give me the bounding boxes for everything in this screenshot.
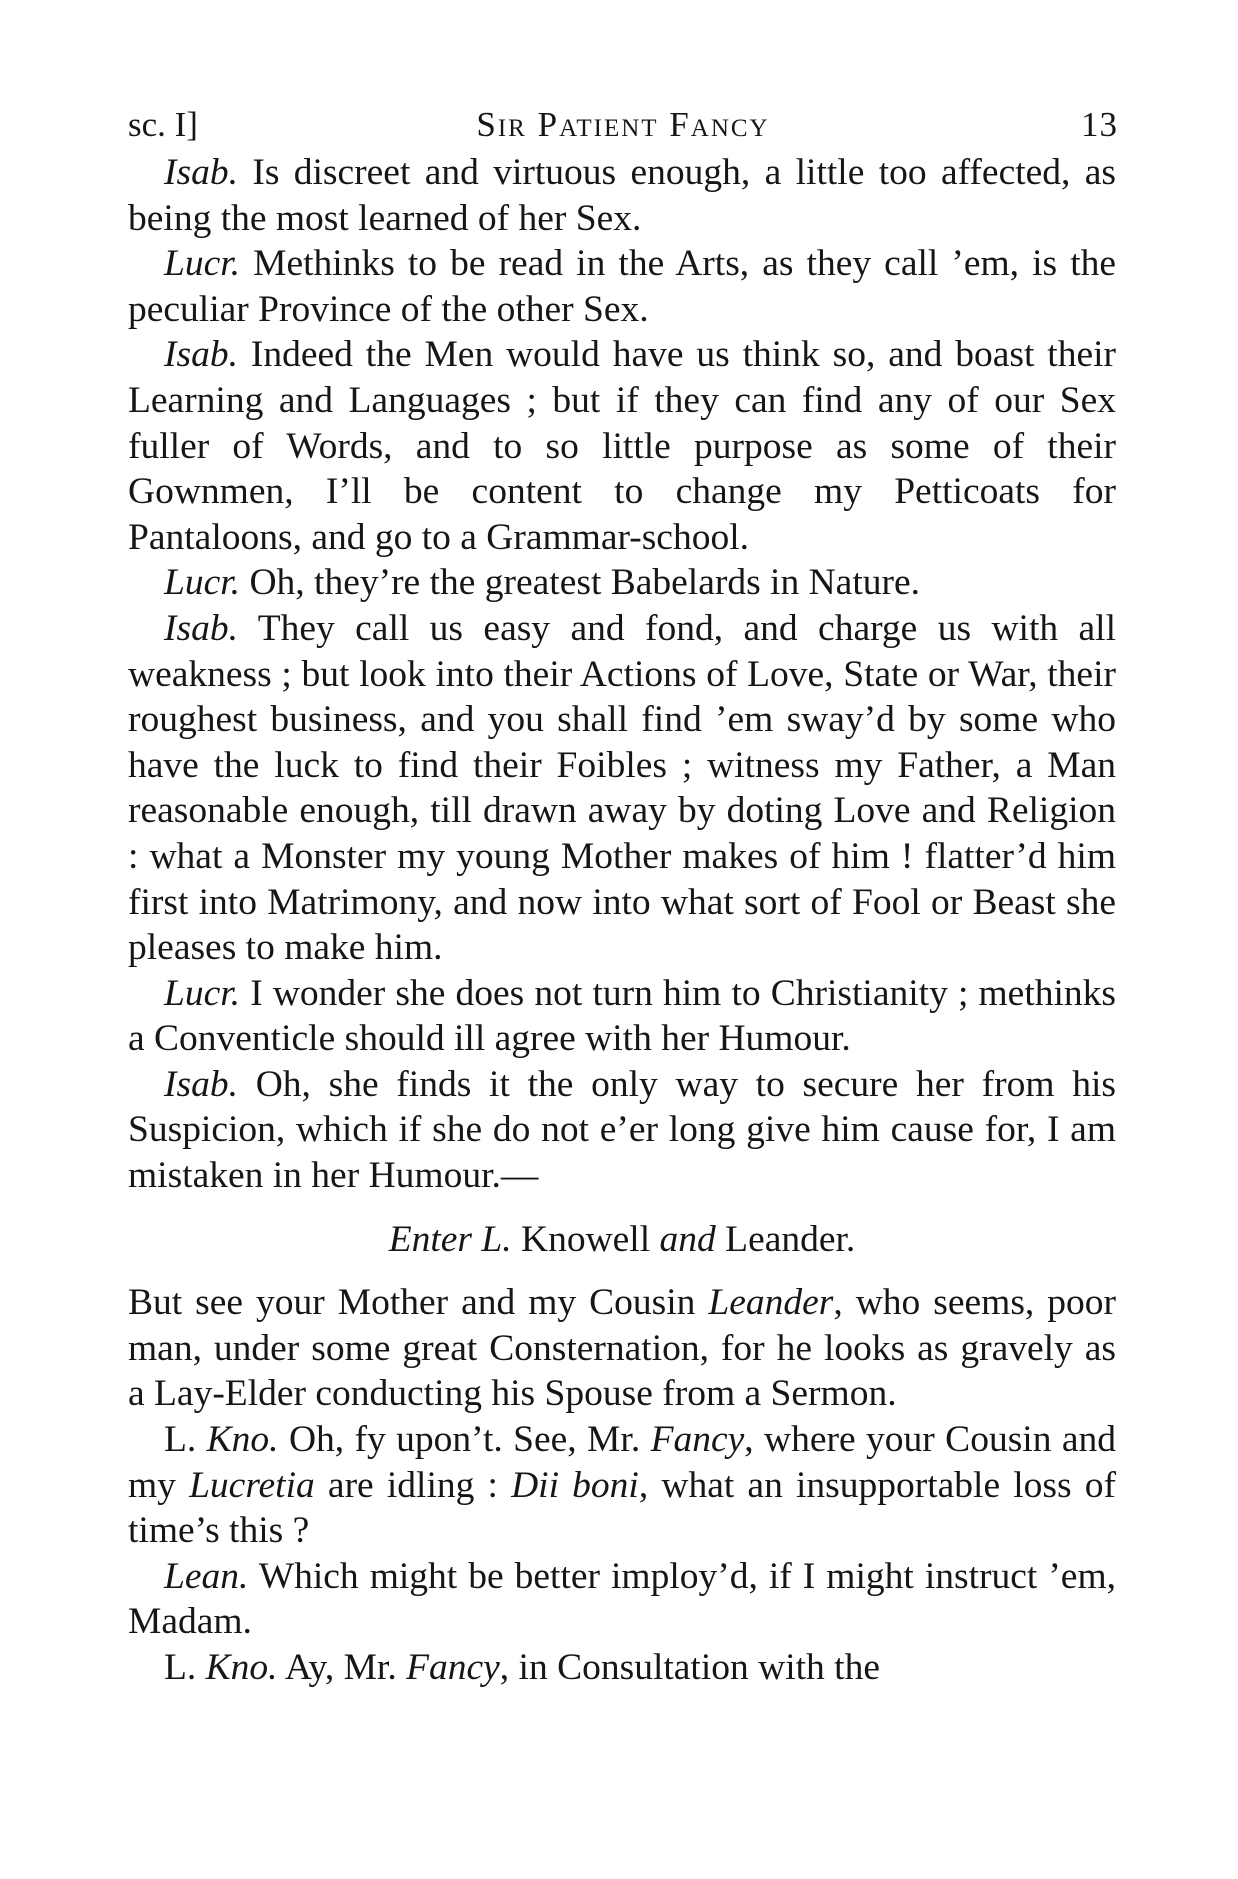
speech-paragraph [128, 971, 1116, 1062]
speech-paragraph [128, 1062, 1116, 1199]
stage-direction [128, 1217, 1116, 1263]
continuation-paragraph [128, 1280, 1116, 1417]
speech-paragraph [128, 150, 1116, 241]
speech-text: Ay, Mr. [277, 1647, 407, 1688]
section-reference: sc. I] [128, 105, 198, 144]
speaker-name: Kno. [205, 1647, 278, 1688]
emphasis-latin: Dii boni [511, 1464, 639, 1506]
speaker-name: Kno. [206, 1419, 279, 1461]
speech-text: , where your Cousin and my [128, 1419, 1116, 1506]
speaker-name: Isab. [164, 607, 238, 649]
speech-paragraph [128, 1554, 1116, 1645]
speech-text: But see your Mother and my Cousin [128, 1282, 709, 1324]
speaker-name: Isab. [164, 334, 238, 376]
emphasis-name: Lucretia [189, 1464, 315, 1506]
speaker-prefix: L. [164, 1647, 206, 1688]
speech-text: , who seems, poor man, under some great Consternation, for he looks as gravely as a Lay-Elder conducting his Spouse from a Sermon. [128, 1282, 1116, 1415]
speech-text: Is discreet and virtuous enough, a little too affected, as being the most learned of her Sex. [128, 152, 1116, 239]
stage-title-l: L. [481, 1218, 512, 1260]
speech-text: are idling : [314, 1464, 512, 1506]
emphasis-name: Fancy [650, 1419, 745, 1461]
speech-text: Indeed the Men would have us think so, and boast their Learning and Languages ; but if they can find any of our Sex fuller of Words, and to so little purpose as some of their Gownmen, I’ll be content to change my Petticoats for Pantaloons, and go to a Grammar-school. [128, 334, 1116, 558]
speech-text: Oh, they’re the greatest Babelards in Nature. [249, 562, 921, 604]
stage-and: and [659, 1218, 716, 1260]
page-number: 13 [1081, 105, 1118, 144]
speech-paragraph [128, 241, 1116, 332]
speaker-name: Lean. [164, 1555, 249, 1597]
speech-text: Oh, fy upon’t. See, Mr. [278, 1419, 651, 1461]
speech-paragraph [128, 332, 1116, 560]
speech-paragraph [128, 606, 1116, 971]
speech-paragraph [128, 560, 1116, 606]
speaker-name: Lucr. [164, 243, 241, 285]
speech-text: Which might be better imploy’d, if I might instruct ’em, Madam. [128, 1555, 1116, 1643]
speaker-name: Isab. [164, 152, 238, 193]
character-knowell: Knowell [521, 1218, 651, 1260]
speech-text: , what an insupportable loss of time’s this ? [128, 1464, 1117, 1552]
emphasis-name: Leander [708, 1282, 834, 1324]
emphasis-name: Fancy [406, 1647, 500, 1688]
speaker-prefix: L. [164, 1419, 207, 1461]
page-body [128, 150, 1116, 1691]
speech-text: Oh, she finds it the only way to secure her from his Suspicion, which if she do not e’er long give him cause for, I am mistaken in her Humour.— [128, 1063, 1116, 1197]
speech-text: , in Consultation with the [499, 1647, 880, 1688]
running-title: Sir Patient Fancy [476, 105, 770, 144]
stage-enter: Enter [388, 1218, 473, 1260]
running-header [128, 100, 1118, 150]
speaker-name: Lucr. [164, 562, 241, 604]
speech-paragraph [128, 1645, 1116, 1691]
speaker-name: Isab. [164, 1063, 238, 1105]
speech-text: They call us easy and fond, and charge us with all weakness ; but look into their Actions of Love, State or War, their roughest business, and you shall find ’em sway’d by some who have the luck to find their Foibles ; witness my Father, a Man reasonable enough, till drawn away by doting Love and Religion : what a Monster my young Mother makes of him ! flatter’d him first into Matrimony, and now into what sort of Fool or Beast she pleases to make him. [128, 607, 1116, 969]
speech-paragraph [128, 1417, 1116, 1554]
speech-text: Methinks to be read in the Arts, as they call ’em, is the peculiar Province of the other Sex. [128, 243, 1117, 330]
character-leander: Leander. [725, 1218, 856, 1260]
speech-text: I wonder she does not turn him to Christianity ; methinks a Conventicle should ill agree with her Humour. [128, 972, 1116, 1060]
speaker-name: Lucr. [164, 972, 241, 1014]
